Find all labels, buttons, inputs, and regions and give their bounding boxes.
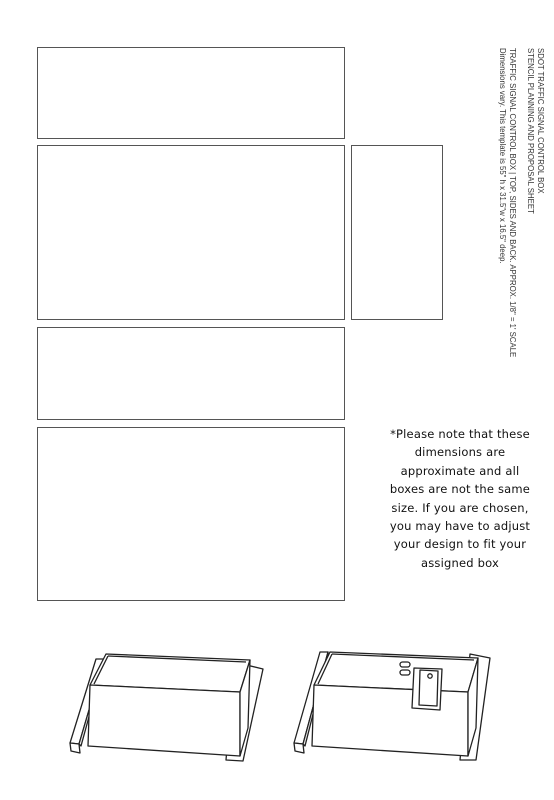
control-box-illustration-plain — [68, 648, 278, 782]
stencil-panel-middle — [37, 327, 345, 420]
stencil-panel-front — [37, 145, 345, 320]
note-line: *Please note that these — [390, 427, 530, 441]
note-line: assigned box — [420, 555, 500, 570]
stencil-panel-top — [37, 47, 345, 139]
sheet-header — [498, 48, 545, 357]
control-box-illustration-door — [292, 648, 502, 782]
note-line: approximate and all — [400, 463, 520, 478]
box-front-face — [88, 685, 240, 756]
stencil-panel-side — [351, 145, 443, 320]
header-line-4: Dimensions vary. This template is 55" h x 31.5"w x 16.5" deep. — [498, 48, 508, 264]
note-line: size. If you are chosen, — [391, 500, 529, 515]
note-line: your design to fit your — [393, 537, 527, 552]
note-line: you may have to adjust — [389, 519, 531, 534]
box-front-face — [312, 685, 468, 756]
dimensions-note — [372, 425, 548, 572]
note-line: boxes are not the same — [389, 482, 531, 497]
header-line-3: TRAFFIC SIGNAL CONTROL BOX | TOP, SIDES AND BACK. APPROX. 1/8" = 1' SCALE — [508, 48, 517, 358]
note-line: dimensions are — [414, 445, 506, 460]
header-line-1: SDOT TRAFFIC SIGNAL CONTROL BOX — [536, 48, 545, 194]
stencil-panel-back — [37, 427, 345, 601]
header-line-2: STENCIL PLANNING AND PROPOSAL SHEET — [526, 48, 536, 214]
